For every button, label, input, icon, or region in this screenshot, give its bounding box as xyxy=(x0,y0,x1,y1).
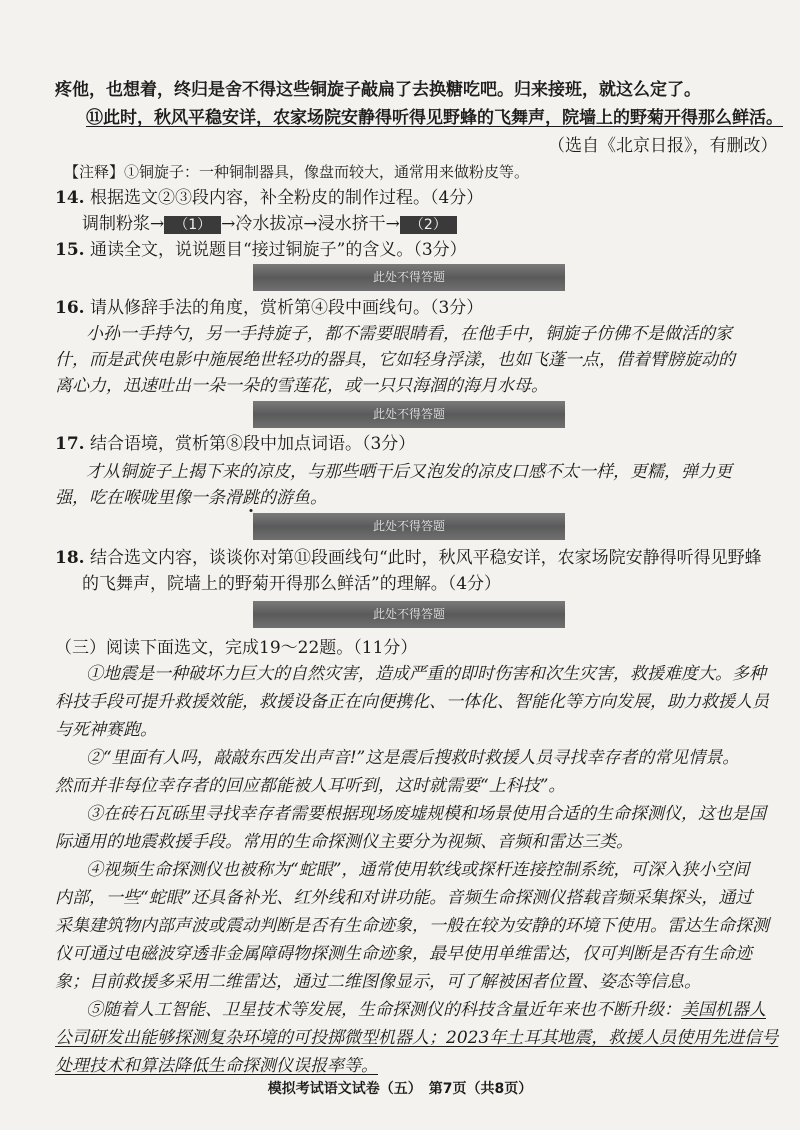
s3-para-4: ④视频生命探测仪也被称为“蛇眼”，通常使用软线或探杆连接控制系统，可深入狭小空间 xyxy=(86,860,750,880)
s3-para-4: 采集建筑物内部声波或震动判断是否有生命迹象，一般在较为安静的环境下使用。雷达生命探测 xyxy=(55,916,769,936)
quote-text: 强，吃在喉咙里像 xyxy=(55,488,191,508)
q17-quote-line: 才从铜旋子上揭下来的凉皮，与那些晒干后又泡发的凉皮口感不太一样，更糯，弹力更 xyxy=(86,462,732,482)
passage-continuation: 疼他，也想着，终归是舍不得这些铜旋子敲扁了去换糖吃吧。归来接班，就这么定了。 xyxy=(55,80,701,100)
s3-para-5 xyxy=(86,998,766,1022)
s3-para-4: 仪可通过电磁波穿透非金属障碍物探测生命迹象，最早使用单维雷达，仅可判断是否有生命迹 xyxy=(55,944,752,964)
question-18-cont: 的飞舞声，院墙上的野菊开得那么鲜活”的理解。（4分） xyxy=(82,574,502,594)
s3-para-3: ③在砖石瓦砾里寻找幸存者需要根据现场废墟规模和场景使用合适的生命探测仪，这也是国 xyxy=(86,804,766,824)
q14-flow xyxy=(82,212,457,236)
question-number: 17. xyxy=(55,434,85,454)
s3-para-1: ①地震是一种破坏力巨大的自然灾害，造成严重的即时伤害和次生灾害，救援难度大。多种 xyxy=(86,664,766,684)
section-3-heading: （三）阅读下面选文，完成19～22题。（11分） xyxy=(55,638,418,658)
no-answer-zone: 此处不得答题 xyxy=(253,401,565,428)
s3-para-3: 际通用的地震救援手段。常用的生命探测仪主要分为视频、音频和雷达三类。 xyxy=(55,832,633,852)
flow-start: 调制粉浆→ xyxy=(82,214,165,234)
underlined-text: 美国机器人 xyxy=(681,1000,766,1020)
q17-quote-line xyxy=(55,486,327,510)
answer-blank-2[interactable]: （2） xyxy=(400,216,457,234)
s3-para-4: 内部，一些“蛇眼”还具备补光、红外线和对讲功能。音频生命探测仪搭载音频采集探头，通过 xyxy=(55,888,753,908)
passage-note: 【注释】①铜旋子：一种铜制器具，像盘而较大，通常用来做粉皮等。 xyxy=(64,163,530,181)
question-text: 结合选文内容，谈谈你对第⑪段画线句“此时，秋风平稳安详，农家场院安静得听得见野蜂 xyxy=(89,548,762,568)
s3-para-5: 处理技术和算法降低生命探测仪误报率等。 xyxy=(55,1056,378,1076)
flow-mid: →冷水拔凉→浸水挤干→ xyxy=(221,214,400,234)
question-number: 14. xyxy=(55,188,85,208)
question-text: 根据选文②③段内容，补全粉皮的制作过程。（4分） xyxy=(89,188,484,208)
passage-source: （选自《北京日报》，有删改） xyxy=(548,136,778,156)
q16-quote-line: 小孙一手持勺，另一手持旋子，都不需要眼睛看，在他手中，铜旋子仿佛不是做活的家 xyxy=(86,324,732,344)
question-16 xyxy=(55,296,483,320)
s3-para-1: 科技手段可提升救援效能，救援设备正在向便携化、一体化、智能化等方向发展，助力救援人员 xyxy=(55,692,769,712)
question-14 xyxy=(55,186,483,210)
question-number: 16. xyxy=(55,298,85,318)
no-answer-zone: 此处不得答题 xyxy=(253,264,565,291)
quote-text: 。 xyxy=(310,488,327,508)
s3-para-4: 象；目前救援多采用二维雷达，通过二维图像显示，可了解被困者位置、姿态等信息。 xyxy=(55,972,701,992)
question-number: 18. xyxy=(55,548,85,568)
passage-para-11: ⑪此时，秋风平稳安详，农家场院安静得听得见野蜂的飞舞声，院墙上的野菊开得那么鲜活。 xyxy=(86,108,783,128)
s3-para-1: 与死神赛跑。 xyxy=(55,720,157,740)
para-text: ⑤随着人工智能、卫星技术等发展，生命探测仪的科技含量近年来也不断升级： xyxy=(86,1000,681,1020)
page-footer: 模拟考试语文试卷（五） 第7页（共8页） xyxy=(267,1081,533,1097)
question-18 xyxy=(55,546,762,570)
question-15 xyxy=(55,238,467,262)
q16-quote-line: 什，而是武侠电影中施展绝世轻功的器具，它如轻身浮漾，也如飞蓬一点，借着臂膀旋动的 xyxy=(55,350,735,370)
question-17 xyxy=(55,432,415,456)
q16-quote-line: 离心力，迅速吐出一朵一朵的雪莲花，或一只只海涸的海月水母。 xyxy=(55,376,548,396)
question-text: 通读全文，说说题目“接过铜旋子”的含义。（3分） xyxy=(89,240,467,260)
no-answer-zone: 此处不得答题 xyxy=(253,513,565,540)
s3-para-5: 公司研发出能够探测复杂环境的可投掷微型机器人；2023年土耳其地震，救援人员使用先进信号 xyxy=(55,1028,779,1048)
question-text: 请从修辞手法的角度，赏析第④段中画线句。（3分） xyxy=(89,298,484,318)
answer-blank-1[interactable]: （1） xyxy=(164,216,221,234)
s3-para-2: ②“里面有人吗，敲敲东西发出声音!”这是震后搜救时救援人员寻找幸存者的常见情景。 xyxy=(86,748,740,768)
no-answer-zone: 此处不得答题 xyxy=(253,601,565,628)
question-text: 结合语境，赏析第⑧段中加点词语。（3分） xyxy=(89,434,416,454)
s3-para-2: 然而并非每位幸存者的回应都能被人耳听到，这时就需要“上科技”。 xyxy=(55,776,566,796)
question-number: 15. xyxy=(55,240,85,260)
dotted-phrase: 一条滑跳的游鱼 xyxy=(191,488,310,508)
